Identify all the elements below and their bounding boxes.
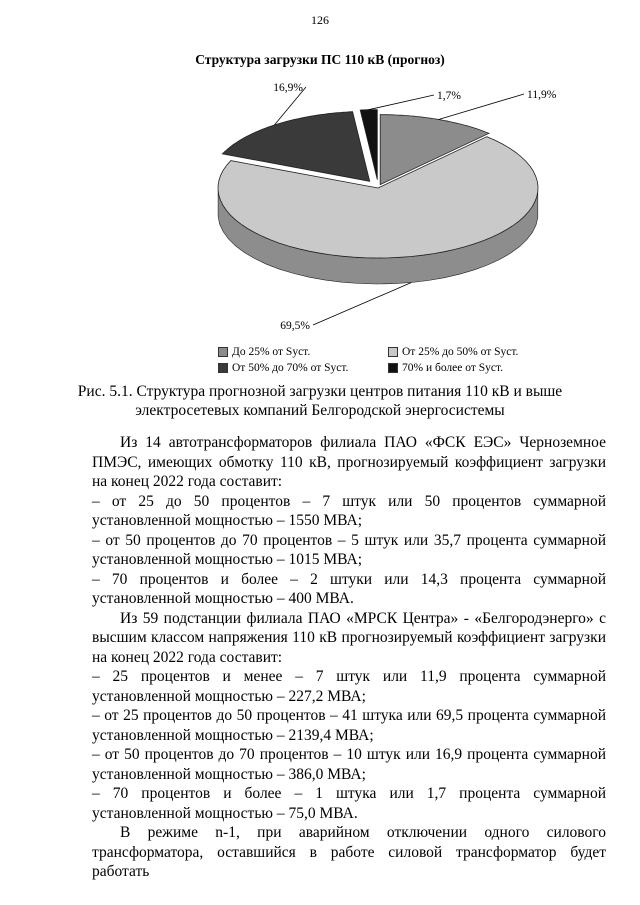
legend-swatch xyxy=(388,363,398,373)
legend-item xyxy=(388,346,518,358)
legend-swatch xyxy=(218,363,228,373)
data-label: 11,9% xyxy=(527,89,557,101)
page-number: 126 xyxy=(311,13,329,27)
legend-swatch xyxy=(218,347,228,357)
legend-label: 70% и более от Sуст. xyxy=(402,362,504,374)
chart-title: Структура загрузки ПС 110 кВ (прогноз) xyxy=(195,52,445,67)
body-text xyxy=(92,433,606,882)
legend-label: От 25% до 50% от Sуст. xyxy=(402,346,519,358)
leader-line xyxy=(313,283,411,326)
list-item: – от 25 до 50 процентов – 7 штук или 50 процентов суммарной установленной мощностью – 1550 МВА; xyxy=(92,492,606,529)
paragraph: Из 14 автотрансформаторов филиала ПАО «ФСК ЕЭС» Черноземное ПМЭС, имеющих обмотку 110 кВ, прогнозируемый коэффициент загрузки на конец 2022 года составит: xyxy=(92,434,606,490)
caption-line: Рис. 5.1. Структура прогнозной загрузки центров питания 110 кВ и выше xyxy=(77,383,563,400)
list-item: – от 50 процентов до 70 процентов – 10 штук или 16,9 процента суммарной установленной мощностью – 386,0 МВА; xyxy=(92,746,606,783)
pie-chart xyxy=(0,70,640,340)
list-item: – 25 процентов и менее – 7 штук или 11,9 процента суммарной установленной мощностью – 227,2 МВА; xyxy=(92,668,606,705)
leader-line xyxy=(369,95,434,110)
legend-label: От 50% до 70% от Sуст. xyxy=(232,362,349,374)
paragraph: В режиме n-1, при аварийном отключении одного силового трансформатора, оставшийся в работе силовой трансформатор будет работать xyxy=(92,824,606,880)
list-item: – 70 процентов и более – 1 штука или 1,7 процента суммарной установленной мощностью – 75,0 МВА. xyxy=(92,785,606,822)
paragraph: Из 59 подстанции филиала ПАО «МРСК Центра» - «Белгородэнерго» с высшим классом напряжения 110 кВ прогнозируемый коэффициент загрузки на конец 2022 года составит: xyxy=(92,609,606,666)
data-label: 69,5% xyxy=(280,320,310,332)
caption-line: электросетевых компаний Белгородской энергосистемы xyxy=(135,402,505,419)
legend-item xyxy=(218,362,388,374)
list-item: – 70 процентов и более – 2 штуки или 14,3 процента суммарной установленной мощностью – 400 МВА. xyxy=(92,570,606,607)
list-item: – от 25 процентов до 50 процентов – 41 штука или 69,5 процента суммарной установленной мощностью – 2139,4 МВА; xyxy=(92,707,606,744)
legend-swatch xyxy=(388,347,398,357)
data-label: 16,9% xyxy=(273,82,303,94)
list-item: – от 50 процентов до 70 процентов – 5 штук или 35,7 процента суммарной установленной мощностью – 1015 МВА; xyxy=(92,531,606,568)
legend-item xyxy=(218,346,388,358)
figure-caption xyxy=(0,382,640,420)
legend-item xyxy=(388,362,503,374)
legend-label: До 25% от Sуст. xyxy=(232,346,311,358)
chart-legend xyxy=(218,344,548,376)
data-label: 1,7% xyxy=(437,90,461,102)
